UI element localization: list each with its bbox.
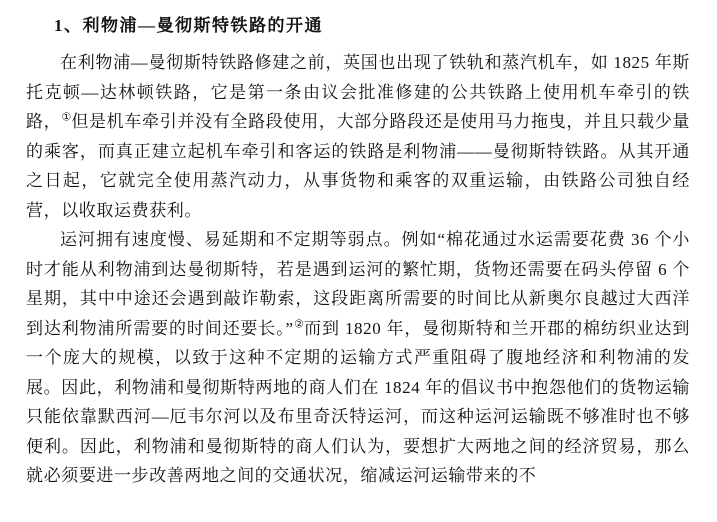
footnote-marker: ② xyxy=(293,316,305,330)
body-paragraph xyxy=(26,225,690,491)
footnote-marker: ① xyxy=(61,110,72,124)
document-body xyxy=(26,48,690,491)
text-run: 而到 1820 年，曼彻斯特和兰开郡的棉纺织业达到一个庞大的规模，以致于这种不定期的运输方式严重阻碍了腹地经济和利物浦的发展。因此，利物浦和曼彻斯特两地的商人们在 1824 年的倡议书中抱怨他们的货物运输只能依靠默西河—厄韦尔河以及布里奇沃特运河，而这种运河运输既不够准时也不够便利。因此，利物浦和曼彻斯特的商人们认为，要想扩大两地之间的经济贸易，那么就必须要进一步改善两地之间的交通状况，缩减运河运输带来的不 xyxy=(26,318,690,485)
section-title: 1、利物浦—曼彻斯特铁路的开通 xyxy=(54,16,323,35)
text-run: 运河拥有速度慢、易延期和不定期等弱点。例如“棉花通过水运需要花费 36 个小时才能从利物浦到达曼彻斯特，若是遇到运河的繁忙期，货物还需要在码头停留 6 个星期，其中中途还会遇到敲诈勒索，这段距离所需要的时间比从新奥尔良越过大西洋到达利物浦所需要的时间还要长。” xyxy=(26,230,690,338)
text-run: 在利物浦—曼彻斯特铁路修建之前，英国也出现了铁轨和蒸汽机车，如 1825 年斯托克顿—达林顿铁路，它是第一条由议会批准修建的公共铁路上使用机车牵引的铁路， xyxy=(26,53,690,131)
text-run: 但是机车牵引并没有全路段使用，大部分路段还是使用马力拖曳，并且只载少量的乘客，而真正建立起机车牵引和客运的铁路是利物浦——曼彻斯特铁路。从其开通之日起，它就完全使用蒸汽动力，从事货物和乘客的双重运输，由铁路公司独自经营，以收取运费获利。 xyxy=(26,112,690,220)
body-paragraph xyxy=(26,48,690,225)
